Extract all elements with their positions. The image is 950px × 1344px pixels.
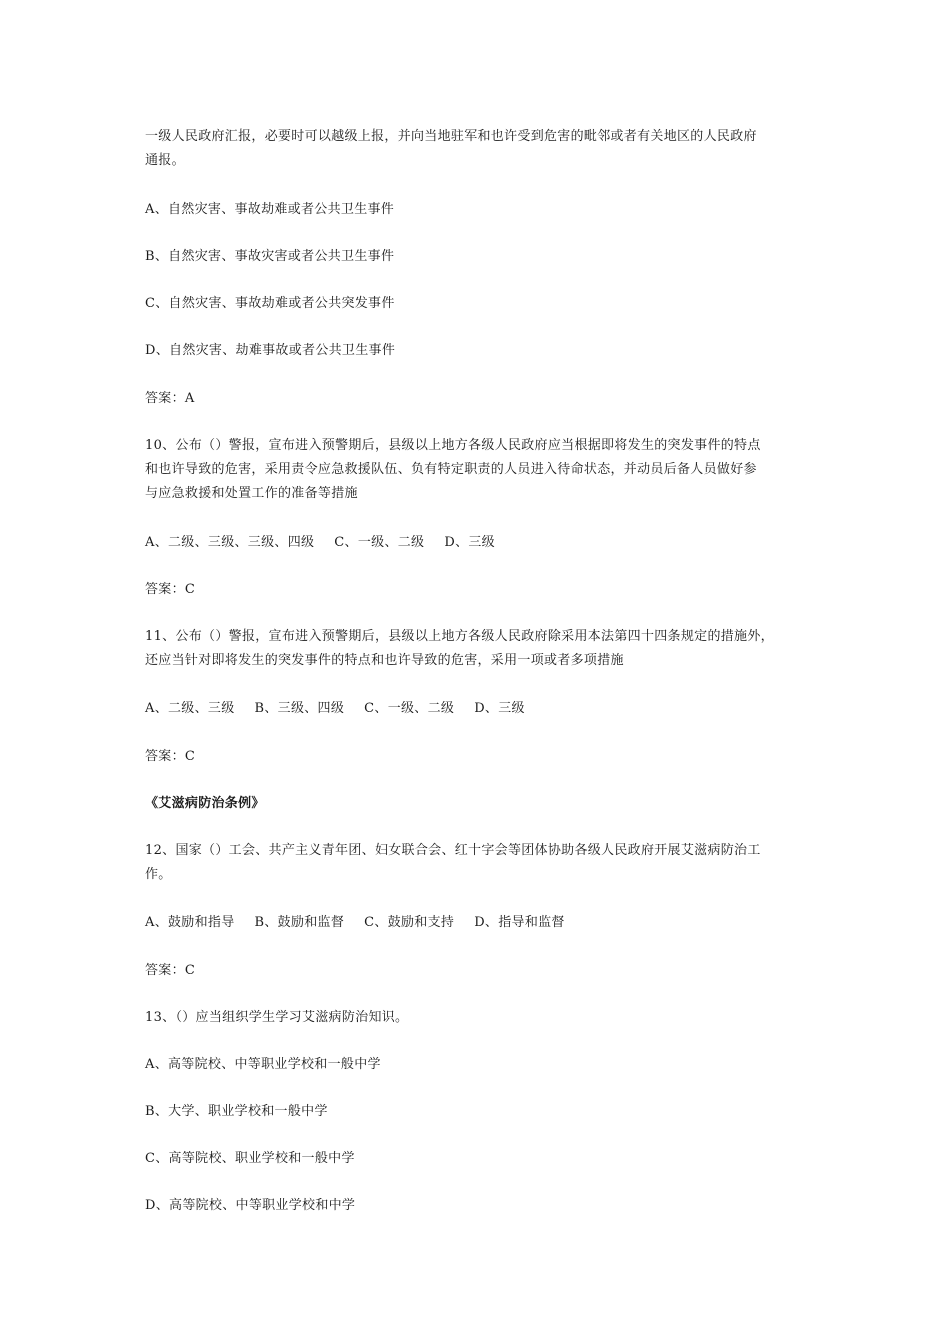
q9-text-line-1: 一级人民政府汇报，必要时可以越级上报，并向当地驻军和也许受到危害的毗邻或者有关地区的人民政府 — [145, 129, 757, 144]
q13-option-a: A、高等院校、中等职业学校和一般中学 — [145, 1057, 381, 1072]
q11-option: A、二级、三级 — [145, 701, 235, 716]
q10-option: C、一级、二级 — [334, 535, 425, 550]
q9-option-b: B、自然灾害、事故灾害或者公共卫生事件 — [145, 249, 395, 264]
q12-options — [145, 915, 565, 931]
q12-text-line-1: 12、国家（）工会、共产主义青年团、妇女联合会、红十字会等团体协助各级人民政府开展艾滋病防治工 — [145, 843, 761, 858]
q9-option-a: A、自然灾害、事故劫难或者公共卫生事件 — [145, 202, 395, 217]
q11-options — [145, 701, 525, 717]
q9-answer: 答案：A — [145, 391, 195, 406]
q13-option-b: B、大学、职业学校和一般中学 — [145, 1104, 328, 1119]
section-title: 《艾滋病防治条例》 — [145, 796, 265, 811]
q10-options — [145, 535, 495, 551]
q9-option-d: D、自然灾害、劫难事故或者公共卫生事件 — [145, 343, 396, 358]
q12-option: A、鼓励和指导 — [145, 915, 235, 930]
q9-option-c: C、自然灾害、事故劫难或者公共突发事件 — [145, 296, 395, 311]
q10-option: A、二级、三级、三级、四级 — [145, 535, 315, 550]
q10-answer: 答案：C — [145, 582, 196, 597]
q11-option: D、三级 — [474, 701, 525, 716]
q13-option-d: D、高等院校、中等职业学校和中学 — [145, 1198, 356, 1213]
q12-answer: 答案：C — [145, 963, 196, 978]
q9-text-line-2: 通报。 — [145, 153, 185, 168]
q12-text-line-2: 作。 — [145, 867, 172, 882]
q12-option: D、指导和监督 — [474, 915, 565, 930]
q11-text-line-2: 还应当针对即将发生的突发事件的特点和也许导致的危害，采用一项或者多项措施 — [145, 653, 624, 668]
q12-option: C、鼓励和支持 — [364, 915, 455, 930]
q10-text-line-2: 和也许导致的危害，采用责令应急救援队伍、负有特定职责的人员进入待命状态，并动员后备人员做好参 — [145, 462, 757, 477]
q11-option: B、三级、四级 — [254, 701, 345, 716]
q10-text-line-3: 与应急救援和处置工作的准备等措施 — [145, 486, 358, 501]
q13-option-c: C、高等院校、职业学校和一般中学 — [145, 1151, 355, 1166]
q11-text-line-1: 11、公布（）警报，宣布进入预警期后，县级以上地方各级人民政府除采用本法第四十四条规定的措施外， — [145, 629, 774, 644]
q12-option: B、鼓励和监督 — [254, 915, 345, 930]
q11-option: C、一级、二级 — [364, 701, 455, 716]
q11-answer: 答案：C — [145, 749, 196, 764]
q10-option: D、三级 — [444, 535, 495, 550]
q13-text-line-1: 13、（）应当组织学生学习艾滋病防治知识。 — [145, 1010, 409, 1025]
q10-text-line-1: 10、公布（）警报，宣布进入预警期后，县级以上地方各级人民政府应当根据即将发生的突发事件的特点 — [145, 438, 761, 453]
